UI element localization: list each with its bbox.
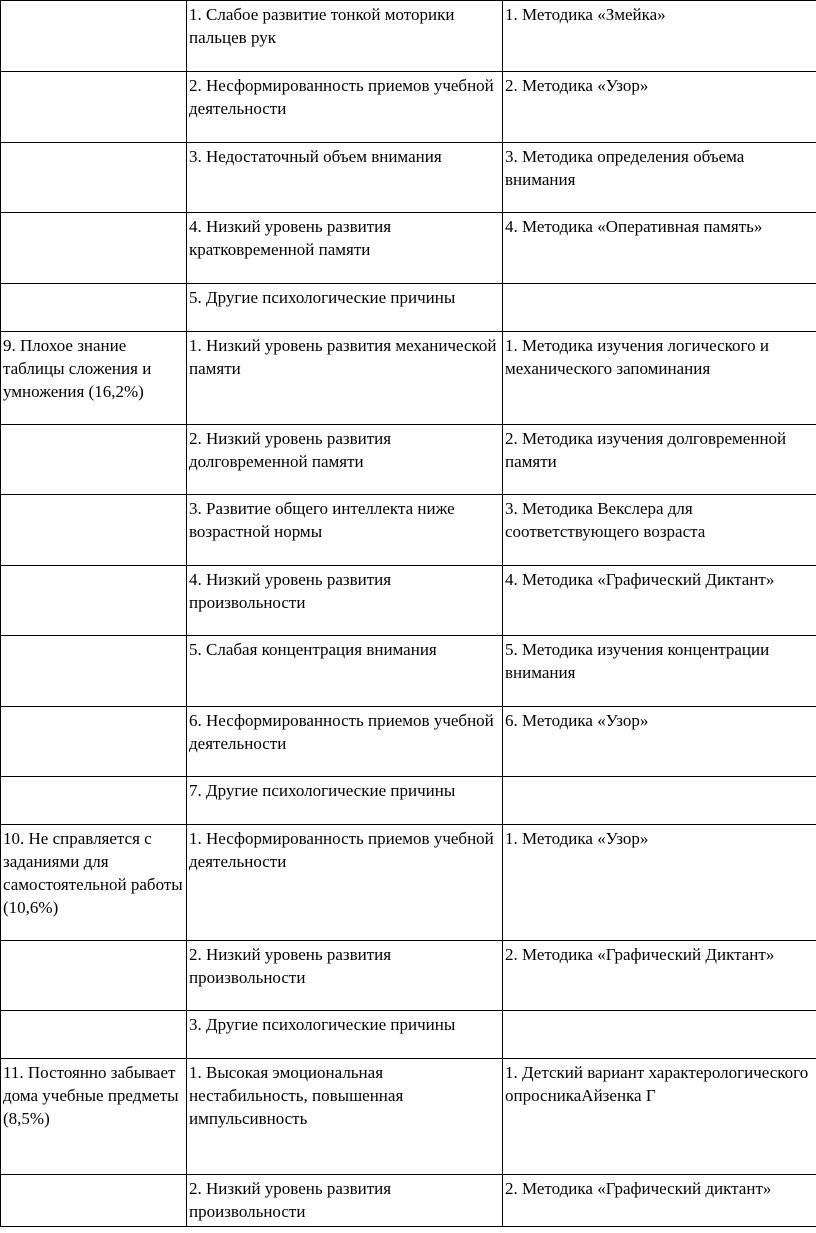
- cause-cell: 3. Недостаточный объем внимания: [187, 143, 503, 213]
- cause-cell: 1. Высокая эмоциональная нестабильность, повышенная импульсивность: [187, 1059, 503, 1175]
- cause-cell: 1. Несформированность приемов учебной деятельности: [187, 825, 503, 941]
- method-cell: [503, 284, 816, 332]
- problem-cell: [1, 143, 187, 213]
- problem-cell: [1, 284, 187, 332]
- table-row: [1, 1175, 816, 1227]
- method-cell: 2. Методика «Графический Диктант»: [503, 941, 816, 1011]
- problem-cell: [1, 777, 187, 825]
- table-row: [1, 1011, 816, 1059]
- cause-cell: 2. Несформированность приемов учебной деятельности: [187, 72, 503, 143]
- cause-cell: 2. Низкий уровень развития долговременной памяти: [187, 425, 503, 495]
- method-cell: 6. Методика «Узор»: [503, 707, 816, 777]
- problem-cell: [1, 1, 187, 72]
- table-row: [1, 425, 816, 495]
- problem-cell: 10. Не справляется с заданиями для самостоятельной работы (10,6%): [1, 825, 187, 941]
- problem-cell: [1, 495, 187, 566]
- problem-cell: [1, 636, 187, 707]
- method-cell: 5. Методика изучения концентрации внимания: [503, 636, 816, 707]
- table-row: [1, 566, 816, 636]
- cause-cell: 5. Слабая концентрация внимания: [187, 636, 503, 707]
- problem-cell: [1, 566, 187, 636]
- table-row: [1, 284, 816, 332]
- cause-cell: 1. Слабое развитие тонкой моторики пальцев рук: [187, 1, 503, 72]
- table-row: [1, 1, 816, 72]
- problem-cell: [1, 213, 187, 284]
- table-row: [1, 636, 816, 707]
- method-cell: 1. Методика изучения логического и механического запоминания: [503, 332, 816, 425]
- cause-cell: 4. Низкий уровень развития кратковременной памяти: [187, 213, 503, 284]
- cause-cell: 3. Развитие общего интеллекта ниже возрастной нормы: [187, 495, 503, 566]
- method-cell: 2. Методика «Графический диктант»: [503, 1175, 816, 1227]
- table-row: [1, 213, 816, 284]
- cause-cell: 3. Другие психологические причины: [187, 1011, 503, 1059]
- method-cell: 1. Методика «Узор»: [503, 825, 816, 941]
- cause-cell: 7. Другие психологические причины: [187, 777, 503, 825]
- method-cell: 2. Методика изучения долговременной памяти: [503, 425, 816, 495]
- cause-cell: 5. Другие психологические причины: [187, 284, 503, 332]
- table-row: [1, 825, 816, 941]
- method-cell: 3. Методика определения объема внимания: [503, 143, 816, 213]
- problem-cell: [1, 941, 187, 1011]
- method-cell: 1. Методика «Змейка»: [503, 1, 816, 72]
- table-row: [1, 143, 816, 213]
- cause-cell: 6. Несформированность приемов учебной деятельности: [187, 707, 503, 777]
- problem-cell: 11. Постоянно забывает дома учебные предметы (8,5%): [1, 1059, 187, 1175]
- method-cell: 4. Методика «Оперативная память»: [503, 213, 816, 284]
- method-cell: [503, 1011, 816, 1059]
- problem-cell: [1, 425, 187, 495]
- method-cell: 1. Детский вариант характерологического опросникаАйзенка Г: [503, 1059, 816, 1175]
- method-cell: [503, 777, 816, 825]
- method-cell: 2. Методика «Узор»: [503, 72, 816, 143]
- table-row: [1, 1059, 816, 1175]
- problem-cell: 9. Плохое знание таблицы сложения и умножения (16,2%): [1, 332, 187, 425]
- cause-cell: 2. Низкий уровень развития произвольности: [187, 941, 503, 1011]
- problem-cell: [1, 707, 187, 777]
- cause-cell: 1. Низкий уровень развития механической памяти: [187, 332, 503, 425]
- problem-cell: [1, 1175, 187, 1227]
- table-row: [1, 707, 816, 777]
- table-row: [1, 72, 816, 143]
- method-cell: 3. Методика Векслера для соответствующего возраста: [503, 495, 816, 566]
- problem-cell: [1, 1011, 187, 1059]
- table-row: [1, 332, 816, 425]
- table-row: [1, 495, 816, 566]
- cause-cell: 2. Низкий уровень развития произвольности: [187, 1175, 503, 1227]
- problem-cell: [1, 72, 187, 143]
- cause-cell: 4. Низкий уровень развития произвольности: [187, 566, 503, 636]
- table-row: [1, 941, 816, 1011]
- method-cell: 4. Методика «Графический Диктант»: [503, 566, 816, 636]
- table-row: [1, 777, 816, 825]
